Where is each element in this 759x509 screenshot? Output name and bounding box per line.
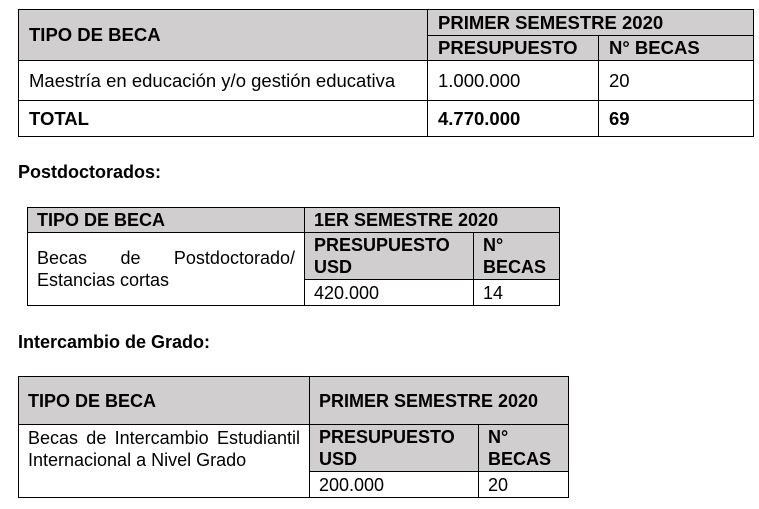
cell-tipo: Maestría en educación y/o gestión educativa — [19, 61, 428, 101]
header-tipo-de-beca: TIPO DE BECA — [19, 10, 428, 61]
section-heading-intercambio: Intercambio de Grado: — [18, 332, 211, 352]
header-n-becas: N° BECAS — [599, 36, 754, 61]
header-tipo-de-beca: TIPO DE BECA — [28, 208, 305, 233]
total-presupuesto: 4.770.000 — [428, 101, 599, 137]
header-presupuesto-usd: PRESUPUESTO USD — [305, 233, 474, 280]
cell-n-becas: 14 — [474, 280, 560, 306]
cell-presupuesto: 1.000.000 — [428, 61, 599, 101]
cell-n-becas: 20 — [599, 61, 754, 101]
cell-presupuesto: 420.000 — [305, 280, 474, 306]
cell-tipo-line1: Becas de Postdoctorado/ — [37, 248, 295, 268]
table-row — [19, 61, 754, 101]
total-label: TOTAL — [19, 101, 428, 137]
budget-table-postdoctorados — [27, 207, 560, 306]
total-n-becas: 69 — [599, 101, 754, 137]
budget-table-intercambio — [18, 376, 569, 498]
cell-n-becas: 20 — [479, 472, 569, 498]
header-presupuesto: PRESUPUESTO — [428, 36, 599, 61]
cell-tipo-line2: Estancias cortas — [37, 270, 170, 290]
header-period: PRIMER SEMESTRE 2020 — [428, 10, 754, 36]
header-period: 1ER SEMESTRE 2020 — [305, 208, 560, 233]
cell-tipo — [28, 233, 305, 306]
total-row — [19, 101, 754, 137]
header-presupuesto-usd: PRESUPUESTO USD — [310, 425, 479, 472]
header-n-becas: N° BECAS — [479, 425, 569, 472]
header-n-becas: N° BECAS — [474, 233, 560, 280]
section-heading-postdoctorados: Postdoctorados: — [18, 162, 162, 182]
cell-tipo: Becas de Intercambio Estudiantil Internacional a Nivel Grado — [19, 425, 310, 498]
header-tipo-de-beca: TIPO DE BECA — [19, 377, 310, 425]
header-period: PRIMER SEMESTRE 2020 — [310, 377, 569, 425]
cell-presupuesto: 200.000 — [310, 472, 479, 498]
budget-table-1 — [18, 9, 754, 137]
